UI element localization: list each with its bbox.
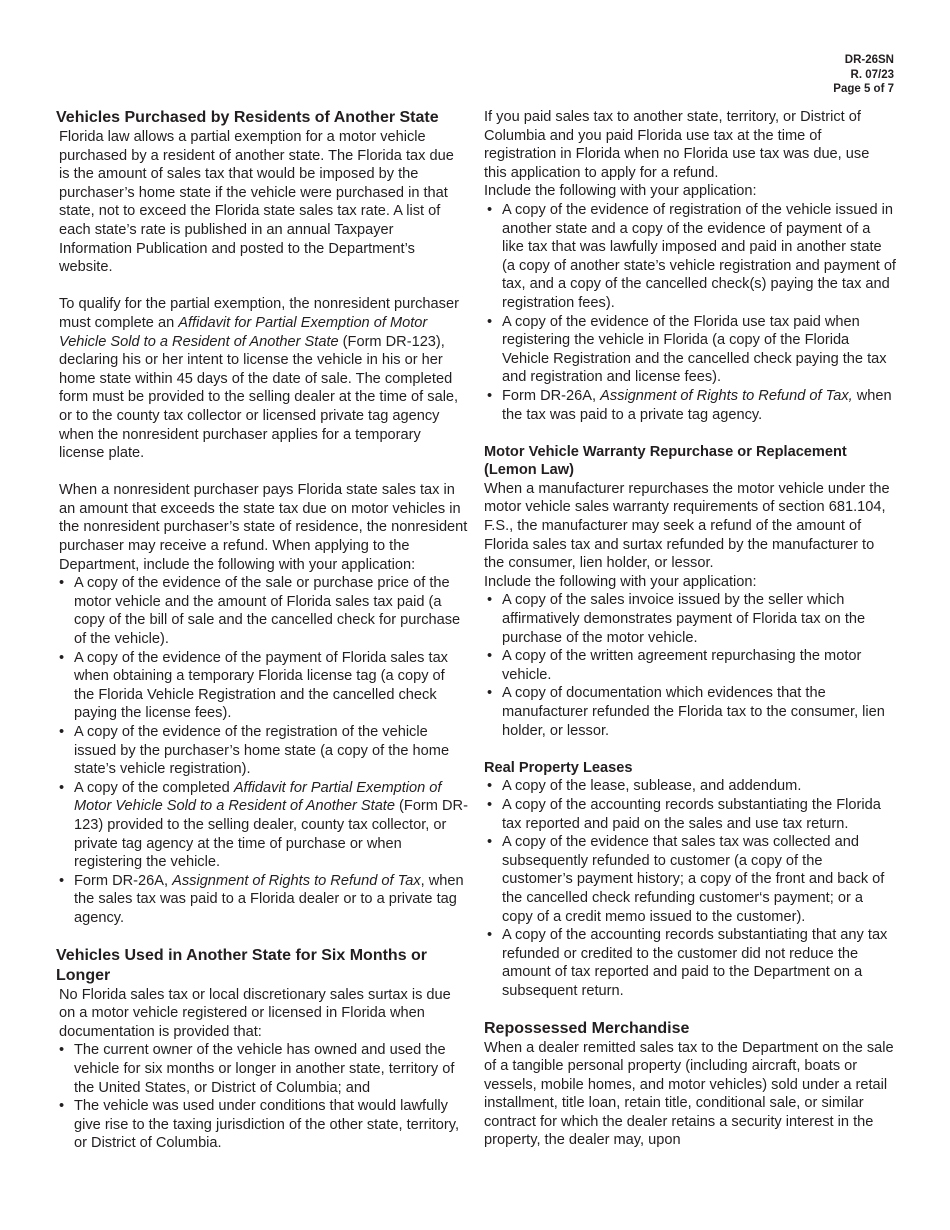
list-item: • A copy of the accounting records substantiating that any tax refunded or credited to the customer did not reduce the amount of tax reported and paid to the Department on a subsequent return. [484, 926, 896, 1000]
bullet-list [484, 201, 896, 424]
list-item: • A copy of the written agreement repurchasing the motor vehicle. [484, 647, 896, 684]
list-item: • A copy of documentation which evidences that the manufacturer refunded the Florida tax to the consumer, lien holder, or lessor. [484, 684, 896, 740]
section-title-lemon-law: Motor Vehicle Warranty Repurchase or Replacement (Lemon Law) [484, 443, 847, 479]
paragraph: Florida law allows a partial exemption for a motor vehicle purchased by a resident of another state. The Florida tax due is the amount of sales tax that would be imposed by the purchaser’s home state if the vehicle were purchased in that state, not to exceed the Florida state sales tax rate. A list of each state’s rate is published in an annual Taxpayer Information Publication and posted to the Department’s website. [59, 129, 454, 276]
paragraph: To qualify for the partial exemption, the nonresident purchaser must complete an Affidavit for Partial Exemption of Motor Vehicle Sold to a Resident of Another State (Form DR-123), declaring his or her intent to license the vehicle in his or her home state within 45 days of the date of sale. The completed form must be provided to the selling dealer at the time of sale, or to the county tax collector or licensed private tag agency when the nonresident purchaser applies for a temporary license plate. [59, 296, 459, 462]
section-title-nonresident: Vehicles Purchased by Residents of Another State [56, 109, 439, 126]
form-revision: R. 07/23 [850, 68, 894, 81]
list-item: • A copy of the evidence that sales tax was collected and subsequently refunded to customer (a copy of the customer’s payment history; a copy of the front and back of the cancelled check refunding customer‘s payment; or a copy of a credit memo issued to the customer). [484, 833, 896, 926]
paragraph: When a manufacturer repurchases the motor vehicle under the motor vehicle sales warranty requirements of section 681.104, F.S., the manufacturer may seek a refund of the amount of Florida sales tax and surtax refunded by the manufacturer to the consumer, lien holder, or lessor. [484, 480, 890, 572]
list-item: • The current owner of the vehicle has owned and used the vehicle for six months or longer in another state, territory of the United States, or District of Columbia; and [56, 1041, 468, 1097]
form-header [833, 53, 894, 97]
list-item: • A copy of the evidence of the sale or purchase price of the motor vehicle and the amount of Florida sales tax paid (a copy of the bill of sale and the cancelled check for purchase of the vehicle). [56, 574, 468, 648]
bullet-list [56, 574, 468, 927]
list-item: • A copy of the completed Affidavit for Partial Exemption of Motor Vehicle Sold to a Resident of Another State (Form DR-123) provided to the selling dealer, county tax collector, or private tag agency at the time of purchase or when registering the vehicle. [56, 779, 468, 872]
paragraph: If you paid sales tax to another state, territory, or District of Columbia and you paid Florida use tax at the time of registration in Florida when no Florida use tax was due, use this application to apply for a refund. [484, 109, 870, 181]
list-item: • Form DR-26A, Assignment of Rights to Refund of Tax, when the tax was paid to a private tag agency. [484, 387, 896, 424]
paragraph: No Florida sales tax or local discretionary sales surtax is due on a motor vehicle registered or licensed in Florida when documentation is provided that: [59, 986, 451, 1040]
bullet-list [56, 1041, 468, 1153]
list-item: • A copy of the accounting records substantiating the Florida tax reported and paid on the sales and use tax return. [484, 796, 896, 833]
right-column [484, 108, 896, 1150]
bullet-list [484, 591, 896, 740]
list-item: • A copy of the evidence of the payment of Florida sales tax when obtaining a temporary Florida license tag (a copy of the Florida Vehicle Registration and the cancelled check paying the license fees). [56, 649, 468, 723]
list-item: • Form DR-26A, Assignment of Rights to Refund of Tax, when the sales tax was paid to a Florida dealer or to a private tag agency. [56, 872, 468, 928]
section-title-repossessed: Repossessed Merchandise [484, 1019, 690, 1037]
paragraph: Include the following with your application: [484, 573, 757, 590]
list-item: • A copy of the evidence of the Florida use tax paid when registering the vehicle in Florida (a copy of the Florida Vehicle Registration and the cancelled check paying the tax and registration and license fees). [484, 313, 896, 387]
page-number: Page 5 of 7 [833, 83, 894, 95]
section-title-six-months: Vehicles Used in Another State for Six Months or Longer [56, 946, 428, 984]
list-item: • A copy of the evidence of registration of the vehicle issued in another state and a copy of the evidence of payment of a like tax that was lawfully imposed and paid in another state (a copy of another state’s vehicle registration and payment of tax, and a copy of the cancelled check(s) paying the tax and registration fees). [484, 201, 896, 313]
list-item: • A copy of the sales invoice issued by the seller which affirmatively demonstrates payment of Florida tax on the purchase of the motor vehicle. [484, 591, 896, 647]
list-item: • A copy of the lease, sublease, and addendum. [484, 777, 896, 796]
section-title-real-property: Real Property Leases [484, 759, 633, 776]
paragraph: When a nonresident purchaser pays Florida state sales tax in an amount that exceeds the state tax due on motor vehicles in the nonresident purchaser’s state of residence, the nonresident purchaser may receive a refund. When applying to the Department, include the following with your application: [59, 482, 468, 573]
paragraph: When a dealer remitted sales tax to the Department on the sale of a tangible personal property (including aircraft, boats or vessels, mobile homes, and motor vehicles) sold under a retail installment, title loan, retain title, conditional sale, or similar contract for which the dealer retains a security interest in the property, the dealer may, upon [484, 1039, 894, 1149]
bullet-list [484, 777, 896, 1000]
left-column [56, 108, 468, 1153]
list-item: • The vehicle was used under conditions that would lawfully give rise to the taxing jurisdiction of the other state, territory, or District of Columbia. [56, 1097, 468, 1153]
form-number: DR-26SN [844, 54, 894, 66]
paragraph: Include the following with your application: [484, 183, 757, 200]
list-item: • A copy of the evidence of the registration of the vehicle issued by the purchaser’s home state (a copy of the home state’s vehicle registration). [56, 723, 468, 779]
